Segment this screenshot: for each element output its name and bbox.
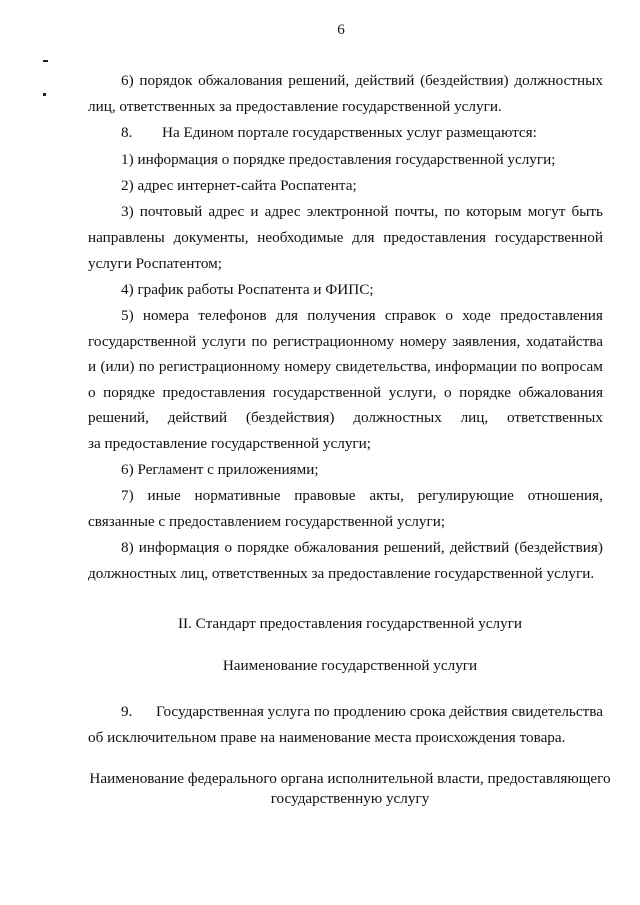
item-number: 9. — [121, 703, 133, 720]
subsection-heading: Наименование федерального органа исполнительной власти, предоставляющего — [89, 770, 611, 787]
word: 3) — [121, 203, 134, 220]
word: порядке — [237, 539, 289, 556]
word: о — [88, 384, 96, 401]
text-line: должностных лиц, ответственных за предоставление государственной услуги. — [88, 565, 595, 582]
text-line: 4) график работы Роспатента и ФИПС; — [121, 281, 374, 298]
word: получения — [307, 307, 376, 324]
word: справок — [384, 307, 437, 324]
text-line: лиц, ответственных за предоставление государственной услуги. — [88, 98, 502, 115]
word: номера — [142, 307, 190, 324]
word: должностных — [514, 72, 603, 89]
text-line — [88, 229, 603, 247]
word: отношения, — [527, 487, 603, 504]
word: необходимые — [257, 229, 344, 246]
word: ходе — [462, 307, 491, 324]
word: почты, — [394, 203, 439, 220]
word: регистрационному — [272, 333, 395, 350]
word: которым — [466, 203, 522, 220]
word: по — [251, 333, 268, 350]
word: о — [444, 384, 452, 401]
word: телефонов — [198, 307, 267, 324]
section-heading: II. Стандарт предоставления государственной услуги — [177, 615, 523, 632]
text-line — [121, 307, 603, 325]
word: порядке — [103, 384, 155, 401]
word: о — [224, 539, 233, 556]
word: заявления, — [452, 333, 521, 350]
word: должностных — [353, 409, 442, 426]
word: 5) — [121, 307, 134, 324]
text-line — [121, 539, 603, 557]
text-line — [121, 203, 603, 221]
word: (бездействия) — [514, 539, 603, 556]
word: срока — [409, 703, 446, 720]
word: услуга — [267, 703, 311, 720]
word: лиц, — [460, 409, 489, 426]
word: действий — [167, 409, 228, 426]
word: регулирующие — [417, 487, 514, 504]
text-line: за предоставление государственной услуги; — [88, 435, 372, 452]
word: электронной — [306, 203, 389, 220]
word: по — [444, 203, 461, 220]
word: иные — [147, 487, 181, 504]
word: предоставления — [500, 307, 603, 324]
word: информации — [435, 358, 517, 375]
word: услуги — [201, 333, 246, 350]
text-line: об исключительном праве на наименование места происхождения товара. — [88, 729, 566, 746]
word: решений, — [88, 409, 149, 426]
word: действий — [354, 72, 415, 89]
text-line — [88, 409, 603, 427]
word: нормативные — [194, 487, 281, 504]
text-line — [88, 333, 603, 351]
text-line — [156, 703, 603, 721]
word: услуги, — [388, 384, 437, 401]
word: решений, — [383, 539, 445, 556]
word: Государственная — [156, 703, 264, 720]
word: ответственных — [507, 409, 603, 426]
word: (бездействия) — [420, 72, 509, 89]
text-line — [121, 72, 603, 90]
word: документы, — [173, 229, 249, 246]
word: действия — [449, 703, 508, 720]
word: (или) — [100, 358, 135, 375]
word: адрес — [264, 203, 301, 220]
word: по — [521, 358, 537, 375]
word: ходатайства — [525, 333, 603, 350]
word: порядок — [139, 72, 193, 89]
word: регистрационному — [158, 358, 281, 375]
word: продлению — [333, 703, 406, 720]
scan-dot-mark — [43, 93, 46, 96]
word: государственной — [272, 384, 382, 401]
word: предоставления — [383, 229, 487, 246]
word: о — [445, 307, 453, 324]
word: номеру — [284, 358, 332, 375]
text-line — [88, 358, 603, 376]
page-number: 6 — [337, 21, 345, 38]
subsection-heading: государственную услугу — [270, 790, 430, 807]
word: действий — [449, 539, 510, 556]
text-line — [88, 384, 603, 402]
word: решений, — [288, 72, 350, 89]
word: направлены — [88, 229, 165, 246]
subsection-heading: Наименование государственной услуги — [222, 657, 478, 674]
word: обжалования — [198, 72, 283, 89]
text-line: связанные с предоставлением государственной услуги; — [88, 513, 446, 530]
word: 7) — [121, 487, 134, 504]
word: правовые — [294, 487, 356, 504]
word: номеру — [399, 333, 447, 350]
word: 6) — [121, 72, 134, 89]
text-line: На Едином портале государственных услуг размещаются: — [162, 124, 537, 141]
item-number: 8. — [121, 124, 133, 141]
word: могут — [527, 203, 566, 220]
word: для — [352, 229, 375, 246]
word: (бездействия) — [245, 409, 335, 426]
text-line — [121, 487, 603, 505]
word: по — [313, 703, 330, 720]
word: информация — [138, 539, 220, 556]
word: акты, — [369, 487, 404, 504]
text-line: 2) адрес интернет-сайта Роспатента; — [121, 177, 357, 194]
word: обжалования — [518, 384, 603, 401]
text-line: услуги Роспатентом; — [88, 255, 222, 272]
word: и — [88, 358, 97, 375]
word: порядке — [459, 384, 511, 401]
word: почтовый — [139, 203, 203, 220]
word: адрес — [208, 203, 245, 220]
word: по — [138, 358, 155, 375]
word: предоставления — [162, 384, 266, 401]
word: вопросам — [541, 358, 603, 375]
word: государственной — [88, 333, 197, 350]
word: быть — [571, 203, 603, 220]
word: и — [250, 203, 259, 220]
text-line: 1) информация о порядке предоставления государственной услуги; — [121, 151, 556, 168]
word: обжалования — [294, 539, 379, 556]
word: свидетельства — [511, 703, 603, 720]
word: свидетельства, — [335, 358, 431, 375]
word: 8) — [121, 539, 134, 556]
word: государственной — [494, 229, 603, 246]
text-line: 6) Регламент с приложениями; — [121, 461, 319, 478]
scan-dash-mark — [43, 60, 48, 62]
word: для — [275, 307, 299, 324]
